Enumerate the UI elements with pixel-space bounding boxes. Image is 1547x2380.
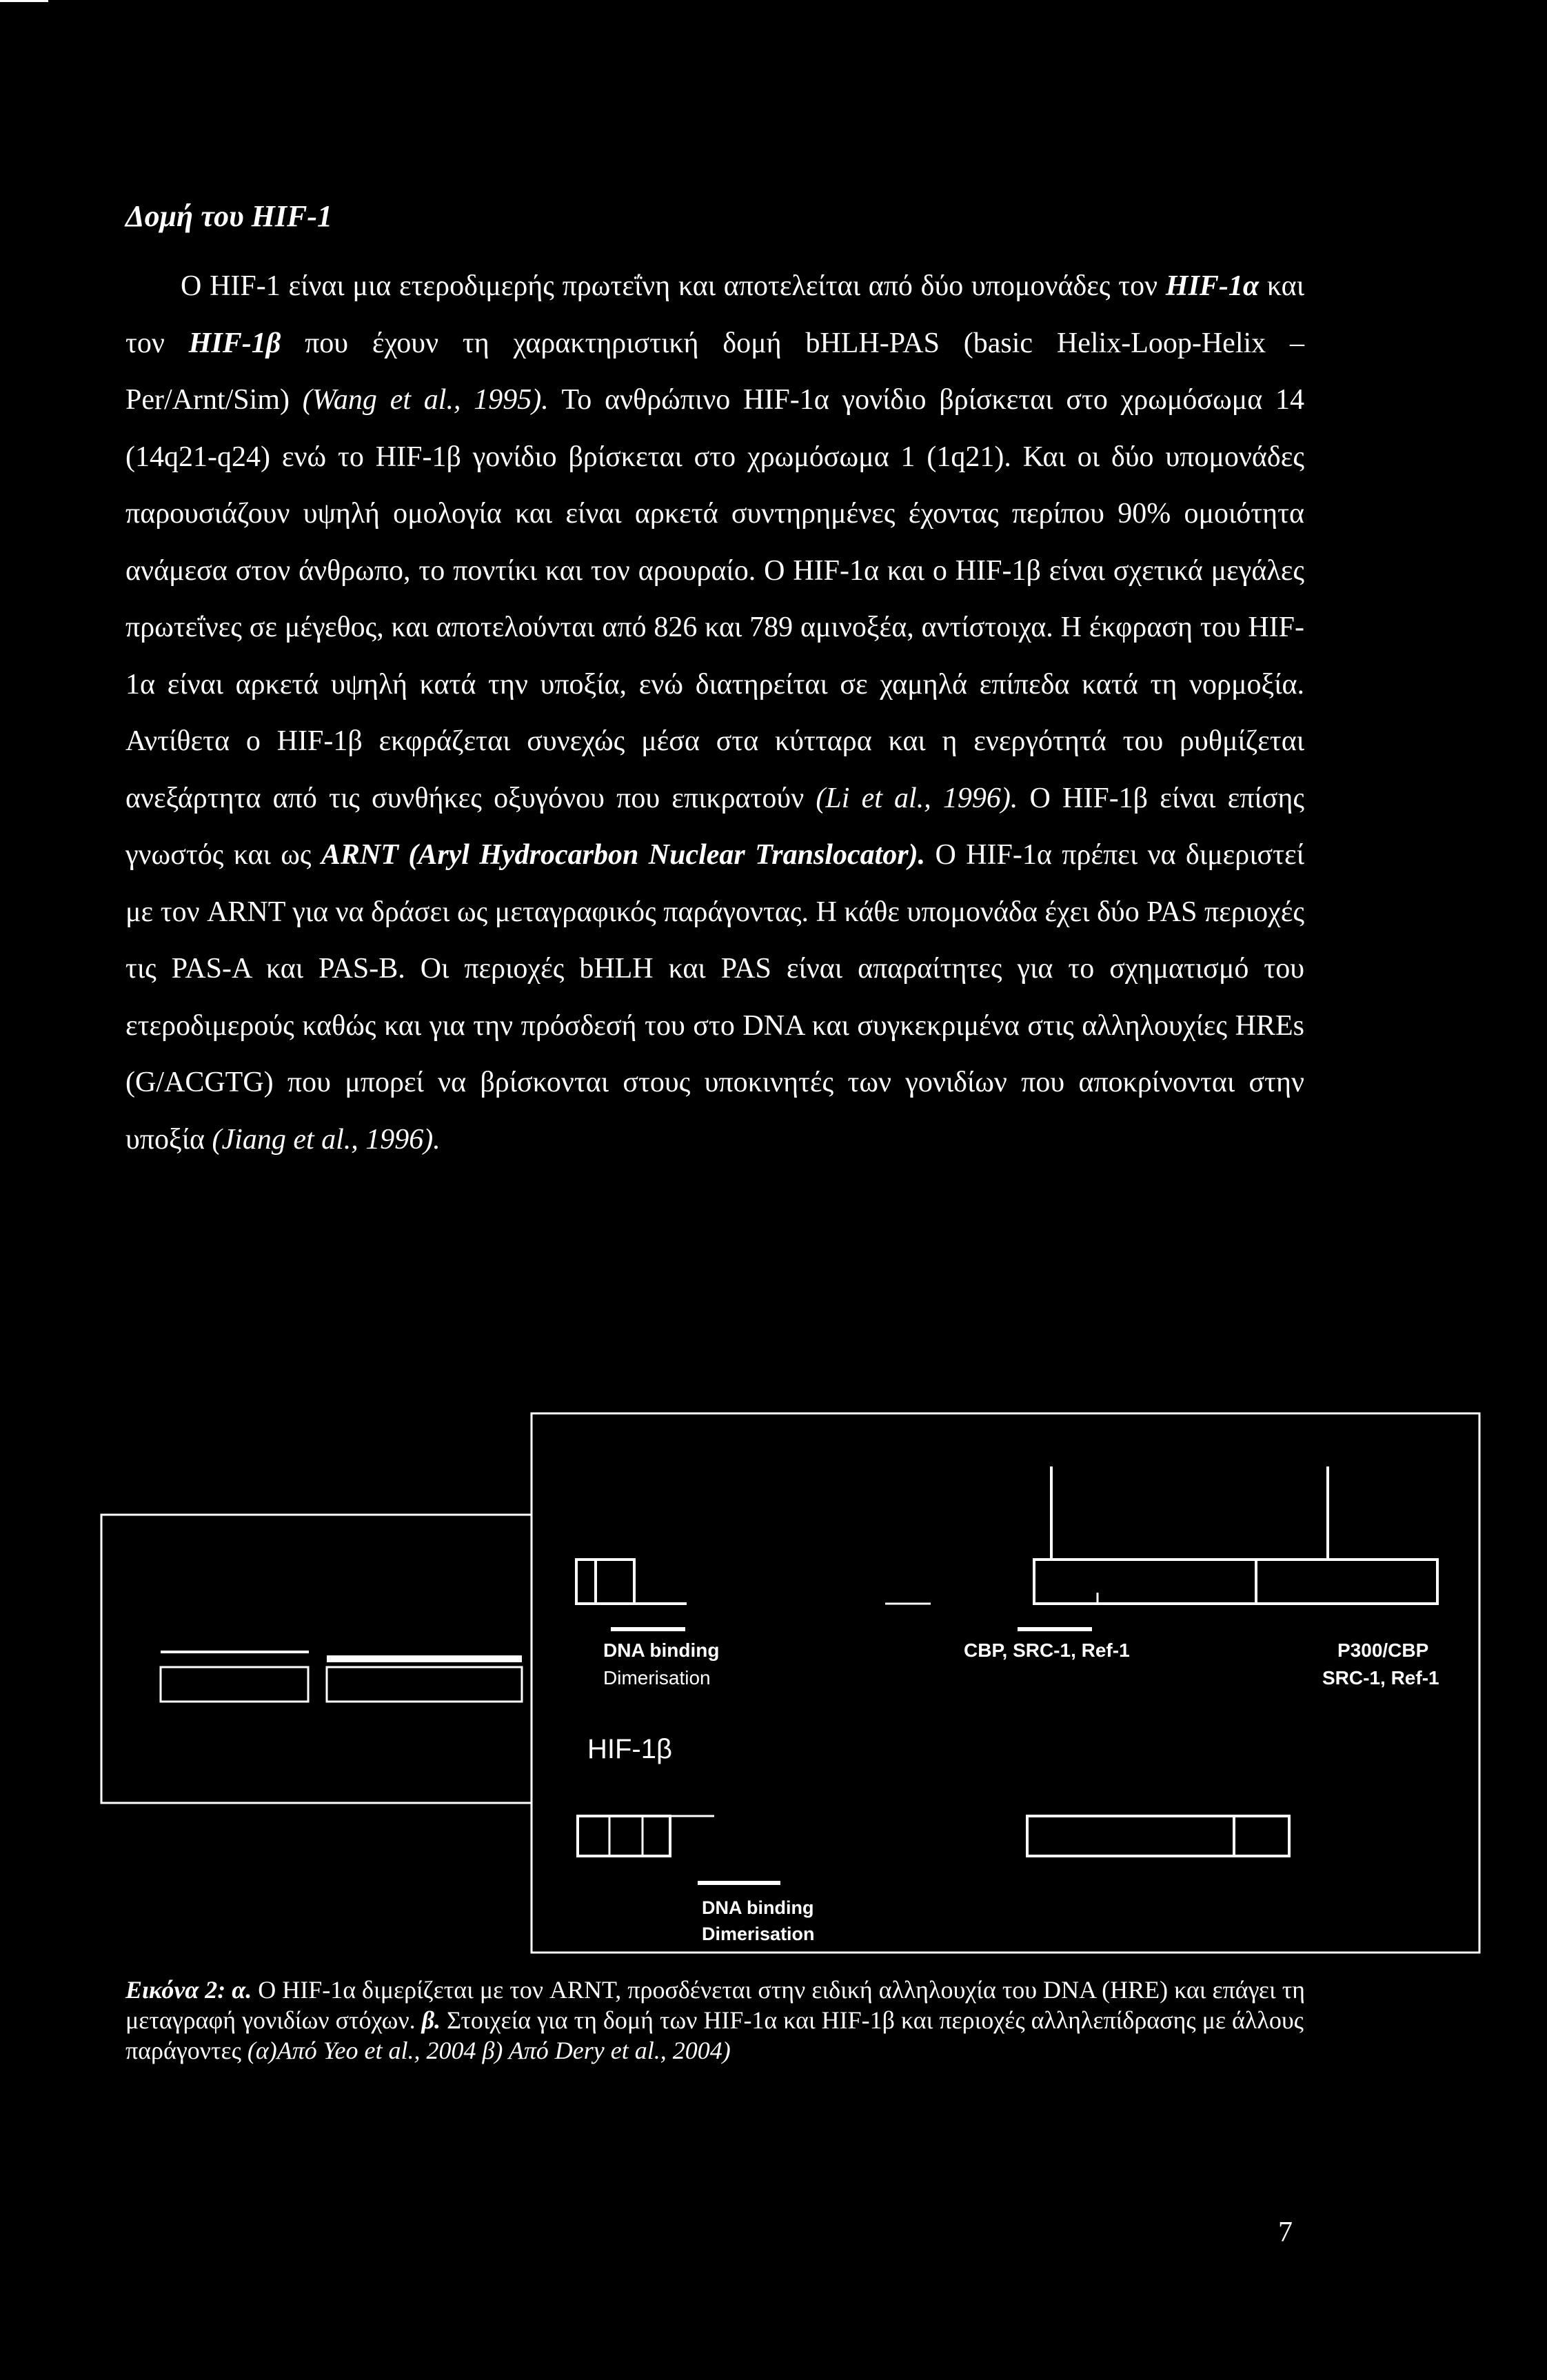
para-text-9: Ο HIF-1β είναι επίσης γνωστός και ως [125,782,1304,871]
body-paragraph [125,258,1304,1168]
caption-sources: (α)Από Yeo et al., 2004 β) Από Dery et al., 2004) [247,2037,731,2064]
caption-part-b-label: β. [421,2006,441,2034]
marker-dna-2 [698,1881,780,1885]
hif1a-transactivation-bar [1034,1560,1437,1604]
label-dimerisation-1: Dimerisation [603,1667,711,1688]
term-hif1a: HIF-1α [1165,270,1260,302]
para-text-1: Ο HIF-1 είναι μια ετεροδιμερής πρωτεΐνη και αποτελείται από δύο υπομονάδες τον [181,270,1166,302]
caption-text-a: Ο HIF-1α διμερίζεται με τον ARNT, προσδένεται στην ειδική αλληλουχία του DNA (HRE) και επάγει τη μεταγραφή γονιδίων στόχων. [125,1976,1306,2034]
side-bar-1 [161,1667,308,1702]
side-bar-2 [327,1667,522,1702]
label-dna-binding-2: DNA binding [702,1897,814,1918]
caption-figure-label: Εικόνα 2: α. [125,1976,252,2004]
para-text-3: και τον [125,270,1304,359]
hif1a-bhlh-box [576,1560,634,1604]
term-hif1b: HIF-1β [188,327,281,359]
page-number: 7 [1278,2217,1293,2248]
top-rule [0,0,48,2]
label-p300-cbp: P300/CBP [1337,1640,1429,1661]
term-arnt: ARNT (Aryl Hydrocarbon Nuclear Translocator). [321,839,926,871]
label-cbp-src-ref: CBP, SRC-1, Ref-1 [964,1640,1130,1661]
caption-text-b: Στοιχεία για τη δομή των HIF-1α και HIF-1β και περιοχές αλληλεπίδρασης με άλλους παράγοντες [125,2006,1304,2064]
hif1b-bhlh-box [578,1816,670,1856]
marker-dna-1 [611,1627,685,1631]
figure-caption [125,1975,1353,2066]
label-hif1b: HIF-1β [587,1734,673,1764]
para-text-5: που έχουν τη χαρακτηριστική δομή bHLH-PAS (basic Helix-Loop-Helix – Per/Arnt/Sim) [125,327,1304,416]
section-heading: Δομή του HIF-1 [125,199,333,233]
label-dimerisation-2: Dimerisation [702,1924,815,1944]
para-text-7: Το ανθρώπινο HIF-1α γονίδιο βρίσκεται στο χρωμόσωμα 14 (14q21-q24) ενώ το HIF-1β γονίδιο βρίσκεται στο χρωμόσωμα 1 (1q21). Και οι δύο υπομονάδες παρουσιάζουν υψηλή ομολογία και είναι αρκετά συντηρημένες έχοντας περίπου 90% ομοιότητα ανάμεσα στον άνθρωπο, το ποντίκι και τον αρουραίο. Ο HIF-1α και ο HIF-1β είναι σχετικά μεγάλες πρωτεΐνες σε μέγεθος, και αποτελούνται από 826 και 789 αμινοξέα, αντίστοιχα. Η έκφραση του HIF-1α είναι αρκετά υψηλή κατά την υποξία, ενώ διατηρείται σε χαμηλά επίπεδα κατά τη νορμοξία. Αντίθετα ο HIF-1β εκφράζεται συνεχώς μέσα στα κύτταρα και η ενεργότητά του ρυθμίζεται ανεξάρτητα από τις συνθήκες οξυγόνου που επικρατούν [125,384,1304,814]
figure-outer-frame [532,1413,1479,1953]
citation-li-1996: (Li et al., 1996). [816,782,1018,814]
hif1b-transactivation-bar [1027,1816,1289,1856]
figure-side-frame [101,1515,532,1803]
label-src-ref: SRC-1, Ref-1 [1322,1667,1439,1688]
citation-wang-1995: (Wang et al., 1995). [302,384,549,416]
side-bar-2-fill [327,1655,522,1662]
para-text-11: Ο HIF-1α πρέπει να διμεριστεί με τον ARNT για να δράσει ως μεταγραφικός παράγοντας. Η κάθε υπομονάδα έχει δύο PAS περιοχές τις PAS-A και PAS-B. Οι περιοχές bHLH και PAS είναι απαραίτητες για το σχηματισμό του ετεροδιμερούς καθώς και για την πρόσδεσή του στο DNA και συγκεκριμένα στις αλληλουχίες HREs (G/ACGTG) που μπορεί να βρίσκονται στους υποκινητές των γονιδίων που αποκρίνονται στην υποξία [125,839,1304,1156]
label-dna-binding-1: DNA binding [603,1640,720,1661]
marker-cbp [1018,1627,1092,1631]
citation-jiang-1996: (Jiang et al., 1996). [212,1123,441,1156]
